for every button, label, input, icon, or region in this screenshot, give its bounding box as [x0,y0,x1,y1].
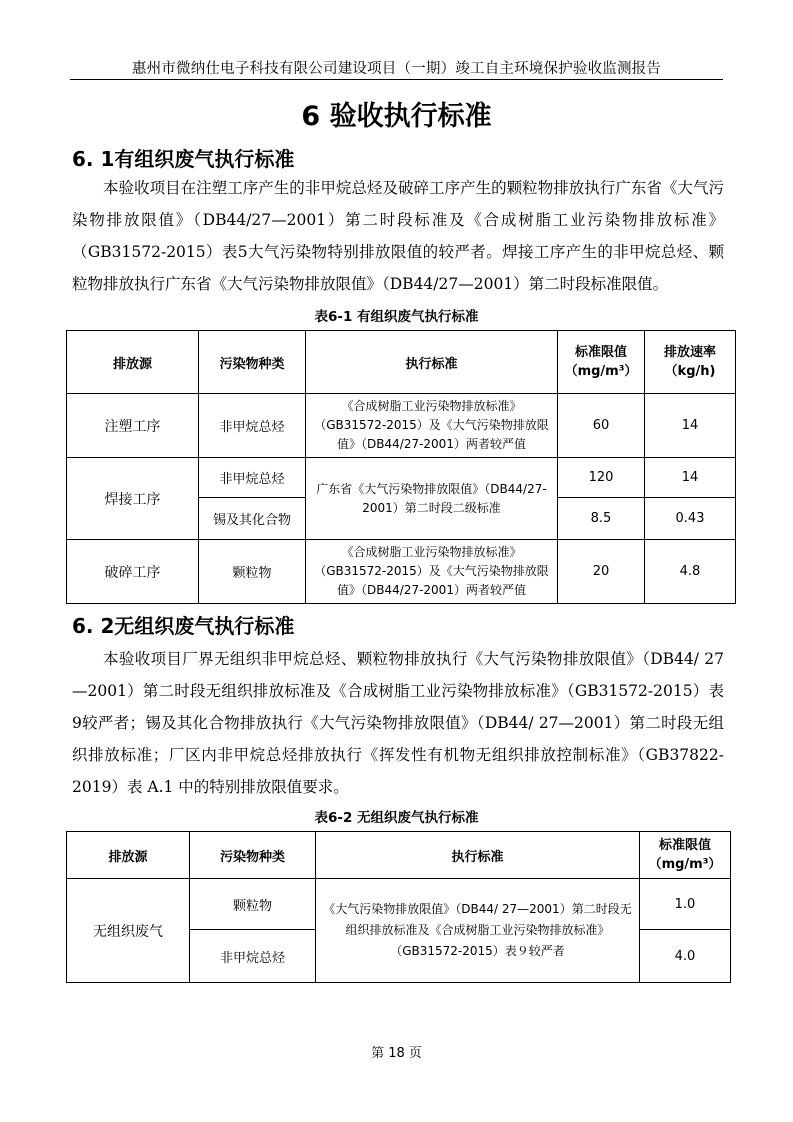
column-header-standard: 执行标准 [316,832,640,879]
rate-header-text: 排放速率 （kg/h) [663,345,716,379]
cell-source: 破碎工序 [67,540,199,604]
cell-limit: 60 [558,394,645,458]
column-header-pollutant: 污染物种类 [190,832,316,879]
cell-limit: 120 [558,458,645,498]
column-header-limit [640,832,731,879]
section-paragraph-fugitive [72,643,724,803]
chapter-title: 6 验收执行标准 [301,101,492,132]
cell-rate: 4.8 [645,540,736,604]
cell-pollutant: 非甲烷总烃 [199,394,306,458]
section-title-organized: 6. 1有组织废气执行标准 [72,147,295,171]
cell-standard: 《合成树脂工业污染物排放标准》（GB31572-2015）及《大气污染物排放限值》（DB44/27-2001）两者较严值 [306,540,558,604]
column-header-rate [645,331,736,394]
cell-pollutant: 颗粒物 [190,879,316,930]
table-row [67,879,731,930]
fugitive-emission-table [66,831,731,983]
section-title-fugitive: 6. 2无组织废气执行标准 [72,614,295,638]
cell-pollutant: 颗粒物 [199,540,306,604]
cell-rate: 14 [645,394,736,458]
paragraph-text: 本验收项目在注塑工序产生的非甲烷总烃及破碎工序产生的颗粒物排放执行广东省《大气污染物排放限值》（DB44/27—2001）第二时段标准及《合成树脂工业污染物排放标准》（GB31572-2015）表5大气污染物特别排放限值的较严者。焊接工序产生的非甲烷总烃、颗粒物排放执行广东省《大气污染物排放限值》（DB44/27—2001）第二时段标准限值。 [72,179,724,293]
column-header-pollutant: 污染物种类 [199,331,306,394]
cell-standard: 《大气污染物排放限值》（DB44/ 27—2001）第二时段无组织排放标准及《合成树脂工业污染物排放标准》（GB31572-2015）表９较严者 [316,879,640,983]
column-header-source: 排放源 [67,832,190,879]
paragraph-text: 本验收项目厂界无组织非甲烷总烃、颗粒物排放执行《大气污染物排放限值》（DB44/ 27—2001）第二时段无组织排放标准及《合成树脂工业污染物排放标准》（GB31572-2015）表9较严者；锡及其化合物排放执行《大气污染物排放限值》（DB44/ 27—2001）第二时段无组织排放标准；厂区内非甲烷总烃排放执行《挥发性有机物无组织排放控制标准》（GB37822-2019）表 A.1 中的特别排放限值要求。 [72,650,724,796]
table-caption-fugitive: 表6-2 无组织废气执行标准 [314,810,479,826]
column-header-limit [558,331,645,394]
section-paragraph-organized [72,172,724,300]
cell-source: 注塑工序 [67,394,199,458]
table-row [67,394,736,458]
cell-standard: 广东省《大气污染物排放限值》（DB44/27-2001）第二时段二级标准 [306,458,558,540]
column-header-source: 排放源 [67,331,199,394]
cell-pollutant: 非甲烷总烃 [190,930,316,983]
cell-standard: 《合成树脂工业污染物排放标准》（GB31572-2015）及《大气污染物排放限值》（DB44/27-2001）两者较严值 [306,394,558,458]
table-row [67,458,736,498]
cell-source: 焊接工序 [67,458,199,540]
page-number: 第 18 页 [371,1046,422,1061]
cell-rate: 14 [645,458,736,498]
cell-limit: 8.5 [558,498,645,540]
cell-rate: 0.43 [645,498,736,540]
table-caption-organized: 表6-1 有组织废气执行标准 [314,309,479,325]
cell-pollutant: 非甲烷总烃 [199,458,306,498]
report-header: 惠州市微纳仕电子科技有限公司建设项目（一期）竣工自主环境保护验收监测报告 [131,61,662,77]
header-divider [70,79,723,80]
limit-header-text: 标准限值 （mg/m³） [648,838,722,872]
cell-limit: 20 [558,540,645,604]
organized-emission-table [66,330,736,604]
cell-limit: 4.0 [640,930,731,983]
column-header-standard: 执行标准 [306,331,558,394]
cell-pollutant: 锡及其化合物 [199,498,306,540]
table-row [67,540,736,604]
limit-header-text: 标准限值 （mg/m³） [564,345,638,379]
cell-source: 无组织废气 [67,879,190,983]
cell-limit: 1.0 [640,879,731,930]
